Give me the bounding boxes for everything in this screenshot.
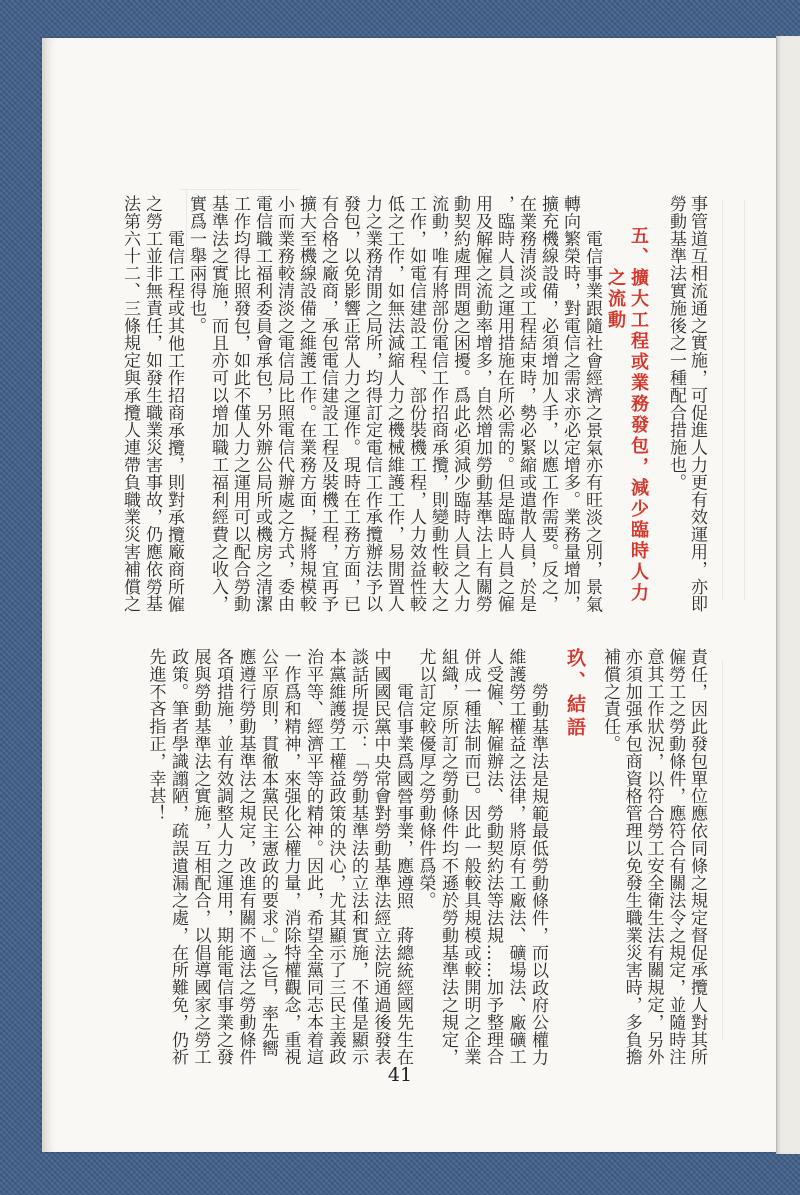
text-line: 實爲一舉兩得也。 xyxy=(186,195,206,335)
text-line: 低之工作，如無法減縮人力之機械維護工作，易閒置人 xyxy=(384,195,404,613)
bleed-through-line xyxy=(744,200,745,600)
page-number: 41 xyxy=(387,1064,413,1086)
text-line: 政策。筆者學識譾陋，疏誤遺漏之處，在所難免，仍祈 xyxy=(168,648,188,1066)
text-line: 流動，唯有將部份電信工作招商承攬，則變動性較大之 xyxy=(428,195,448,613)
text-line: 電信工程或其他工作招商承攬，則對承攬廠商所僱 xyxy=(164,229,184,613)
section-heading: 玖、結語 xyxy=(564,648,586,740)
section-heading: 五、擴大工程或業務發包，減少臨時人力 xyxy=(628,226,649,604)
text-line: 組織，原所訂之勞動條件均不遜於勞動基準法之規定， xyxy=(438,648,458,1066)
text-line: 展與勞動基準法之實施，互相配合，以倡導國家之勞工 xyxy=(190,648,211,1066)
text-line: 之勞工並非無責任，如發生職業災害事故，仍應依勞基 xyxy=(142,195,162,613)
text-line: 事管道互相流通之實施，可促進人力更有效運用，亦即 xyxy=(687,195,707,613)
text-line: 動契約處理問題之困擾。爲此必須減少臨時人員之人力 xyxy=(450,195,470,613)
text-line: 併成一種法制而已。因此一般較具規模或較開明之企業 xyxy=(460,648,481,1066)
text-line: 電信事業跟隨社會經濟之景氣亦有旺淡之別，景氣 xyxy=(582,229,602,613)
text-line: 應遵行勞動基準法之規定，改進有關不適法之勞動條件 xyxy=(235,648,256,1066)
text-line: 各項措施，並有效調整人力之運用，期能電信事業之發 xyxy=(213,648,233,1066)
text-line: 公平原則，貫徹本黨民主憲政的要求。」之旨，率先嚮 xyxy=(258,648,278,1058)
text-line: 勞動基準法實施後之一種配合措施也。 xyxy=(666,195,686,491)
bleed-through-line xyxy=(722,200,723,600)
text-line: 意其工作狀況，以符合勞工安全衛生法有關規定，另外 xyxy=(643,648,664,1066)
text-line: 勞動基準法是規範最低勞動條件，而以政府公權力 xyxy=(528,682,548,1066)
text-line: 亦須加强承包商資格管理以免發生職業災害時，多負擔 xyxy=(621,648,642,1066)
text-line: 小而業務較清淡之電信局比照電信代辦處之方式，委由 xyxy=(274,195,294,613)
text-line: 法第六十二、三條規定與承攬人連帶負職業災害補償之 xyxy=(120,195,140,613)
text-line: 有合格之廠商，承包電信建設工程及裝機工程，宜再予 xyxy=(318,195,338,613)
text-line: 發包，以免影響正常人力之運作。現時在工務方面，已 xyxy=(340,195,360,613)
text-line: 治平等、經濟平等的精神。因此，希望全黨同志本着這 xyxy=(303,648,323,1066)
text-line: 電信事業爲國營事業，應遵照 蔣總統經國先生在 xyxy=(393,682,413,1066)
text-line: 談話所提示：「勞動基準法的立法和實施，不僅是顯示 xyxy=(348,648,368,1066)
text-line: 擴充機線設備，必須增加人手，以應工作需要。反之， xyxy=(538,195,558,613)
text-line: 用及解僱之流動率增多，自然增加勞動基準法上有關勞 xyxy=(472,195,492,613)
text-line: 維護勞工權益之法律，將原有工廠法、礦場法、廠礦工 xyxy=(505,648,526,1066)
text-line: 先進不吝指正，幸甚！ xyxy=(145,648,166,822)
section-heading: 之流動 xyxy=(605,268,626,331)
text-line: 一作爲和精神，來强化公權力量，消除特權觀念，重視 xyxy=(280,648,301,1066)
bleed-through-line xyxy=(180,189,300,190)
text-line: 轉向繁榮時，對電信之需求亦必定增多。業務量增加， xyxy=(560,195,580,613)
text-line: 電信職工福利委員會承包，另外辦公局所或機房之清潔 xyxy=(252,195,272,613)
text-line: 力之業務清閒之局所，均得訂定電信工作承攬辦法予以 xyxy=(362,195,382,613)
text-line: 在業務清淡或工程結束時，勢必緊縮或遣散人員，於是 xyxy=(516,195,536,613)
text-line: 補償之責任。 xyxy=(600,648,620,753)
text-line: ，臨時人員之運用措施在所必需的。但是臨時人員之僱 xyxy=(494,195,514,613)
bleed-through-line xyxy=(722,660,723,1040)
text-line: 工作，如電信建設工程、部份裝機工程，人力效益性較 xyxy=(406,195,426,613)
text-line: 本黨維護勞工權益政策的決心，尤其顯示了三民主義政 xyxy=(325,648,346,1066)
text-line: 責任，因此發包單位應依同條之規定督促承攬人對其所 xyxy=(687,648,707,1066)
text-line: 尤以訂定較優厚之勞動條件爲榮。 xyxy=(415,648,436,909)
text-line: 工作均得比照發包，如此不僅人力之運用可以配合勞動 xyxy=(230,195,250,613)
text-line: 擴大至機線設備之維護工作。在業務方面，擬將規模較 xyxy=(296,195,316,613)
text-line: 基準法之實施，而且亦可以增加職工福利經費之收入， xyxy=(208,195,228,613)
text-line: 中國國民黨中央常會對勞動基準法經立法院通過後發表 xyxy=(370,648,391,1066)
text-line: 人受僱、解僱辦法、勞動契約法等法規……加予整理合 xyxy=(483,648,503,1066)
text-line: 僱勞工之勞動條件，應符合有關法令之規定，並隨時注 xyxy=(665,648,686,1066)
next-page-edge xyxy=(776,36,800,1154)
